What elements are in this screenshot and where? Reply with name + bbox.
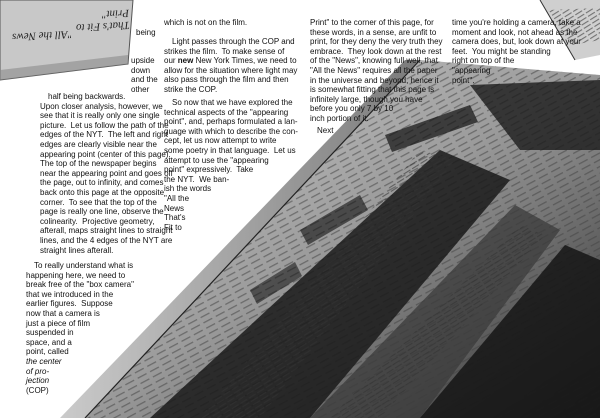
text-line: colinearity. Projective geometry, bbox=[40, 216, 155, 226]
text-line: print, for they deny the very truth they bbox=[310, 37, 443, 47]
text-line: infinitely large, though you have bbox=[310, 94, 423, 104]
text-line: The top of the newspaper begins bbox=[40, 159, 157, 169]
next-link[interactable] bbox=[317, 126, 333, 136]
text-line: Upon closer analysis, however, we bbox=[40, 101, 163, 111]
bold-word: new bbox=[177, 56, 194, 66]
text-line: feet. You might be standing bbox=[452, 46, 551, 56]
text-line: happening here, we need to bbox=[26, 270, 126, 280]
text-line: point", and, perhaps formulated a lan- bbox=[164, 117, 298, 127]
text-line: also pass through the film and then bbox=[164, 75, 289, 85]
text-line: near the appearing point and goes off bbox=[40, 168, 173, 178]
text-line: embrace. They look down at the rest bbox=[310, 46, 442, 56]
text-line: point, called bbox=[26, 347, 69, 357]
text-line: technical aspects of the "appearing bbox=[164, 107, 289, 117]
text-line: strike the COP. bbox=[164, 84, 218, 94]
text-line: down bbox=[131, 65, 151, 75]
text-line: just a piece of film bbox=[26, 318, 91, 328]
col1-wrap bbox=[131, 56, 158, 94]
text-line: To really understand what is bbox=[34, 261, 134, 270]
text-line: and the bbox=[131, 75, 158, 85]
text-line: guage with which to describe the con- bbox=[164, 126, 298, 136]
text-line: strikes the film. To make sense of bbox=[164, 46, 285, 56]
text-line: earlier figures. Suppose bbox=[26, 299, 113, 309]
text-line bbox=[164, 56, 297, 66]
text-line: now that a camera is bbox=[26, 308, 100, 318]
text-line: camera does, but, look down at your bbox=[452, 37, 581, 47]
col3-para bbox=[310, 18, 443, 124]
text-line: afterall, maps straight lines to straight bbox=[40, 226, 173, 236]
col2-para3 bbox=[164, 98, 298, 232]
masthead-line2: "All the News bbox=[11, 27, 73, 43]
text-line: page is really one line, observe the bbox=[40, 207, 164, 217]
text-line-italic: jection bbox=[26, 376, 50, 386]
masthead-line1: That's Fit to Print" bbox=[75, 6, 130, 34]
text-line: point". bbox=[452, 75, 475, 85]
col2-para1 bbox=[164, 18, 247, 28]
text-line: some poetry in that language. Let us bbox=[164, 145, 296, 155]
text-line: see that it is really only one single bbox=[40, 111, 160, 121]
text-line: News bbox=[164, 203, 185, 213]
text-line: other bbox=[131, 84, 150, 94]
text-line: being bbox=[136, 28, 156, 37]
text-line: Light passes through the COP and bbox=[172, 37, 295, 46]
text-line: back onto this page at the opposite bbox=[40, 187, 165, 197]
text-line: straight lines afterall. bbox=[40, 245, 114, 255]
text-line: "All the News" requires all the paper bbox=[310, 65, 438, 75]
text-span: New York Times, we need to bbox=[193, 56, 297, 66]
text-line: is somewhat fitting that this page is bbox=[310, 85, 435, 95]
text-line: upside bbox=[131, 56, 155, 65]
text-line: allow for the situation where light may bbox=[164, 65, 298, 75]
col4-para bbox=[452, 18, 581, 85]
text-line: attempt to use the "appearing bbox=[164, 155, 269, 165]
text-line: picture. Let us follow the path of the bbox=[40, 120, 169, 130]
text-line: the NYT. We ban- bbox=[164, 174, 230, 184]
text-line: edges are clearly visible near the bbox=[40, 139, 157, 149]
col2-para2 bbox=[164, 37, 297, 95]
text-line: edges of the NYT. The left and right bbox=[40, 130, 168, 140]
masthead bbox=[4, 0, 131, 67]
next-link-label[interactable]: Next bbox=[317, 126, 334, 135]
text-line: "appearing bbox=[452, 65, 491, 75]
text-line: "All the bbox=[164, 193, 190, 203]
text-line: moment and look, not ahead as the bbox=[452, 27, 578, 37]
text-line: Fit to bbox=[164, 222, 182, 232]
text-line: (COP) bbox=[26, 385, 49, 395]
text-line: these words, in a sense, are unfit to bbox=[310, 27, 437, 37]
text-line-italic: of pro- bbox=[26, 366, 50, 376]
text-line: suspended in bbox=[26, 328, 74, 338]
text-line: break free of the "box camera" bbox=[26, 280, 134, 290]
text-line: lines, and the 4 edges of the NYT are bbox=[40, 235, 173, 245]
text-line: time you're holding a camera, take a bbox=[452, 18, 581, 27]
text-line: space, and a bbox=[26, 337, 72, 347]
text-line: point" expressively. Take bbox=[164, 165, 254, 175]
col1-para1 bbox=[40, 92, 173, 255]
text-line: half being backwards. bbox=[48, 92, 126, 101]
text-line: corner. To see that the top of the bbox=[40, 197, 157, 207]
text-line: inch portion of it. bbox=[310, 113, 369, 123]
text-line: in the universe and beyond, hence it bbox=[310, 75, 439, 85]
text-line-italic: the center bbox=[26, 356, 62, 366]
col1-wrap-being bbox=[136, 28, 156, 38]
text-line: which is not on the film. bbox=[164, 18, 248, 27]
col1-para2 bbox=[26, 261, 134, 395]
text-line: So now that we have explored the bbox=[172, 98, 293, 107]
text-line: Print" to the corner of this page, for bbox=[310, 18, 434, 27]
text-line: right on top of the bbox=[452, 56, 515, 66]
text-line: the page, out to infinity, and comes bbox=[40, 178, 164, 188]
text-line: appearing point (center of this page). bbox=[40, 149, 171, 159]
text-span: our bbox=[164, 56, 178, 66]
text-line: that we introduced in the bbox=[26, 289, 114, 299]
text-line: of the "News", knowing full well, that bbox=[310, 56, 438, 66]
text-line: cept, let us now attempt to write bbox=[164, 136, 277, 146]
text-line: ish the words bbox=[164, 184, 212, 194]
text-line: before you only 7 by 10 bbox=[310, 104, 394, 114]
text-line: That's bbox=[164, 213, 186, 223]
